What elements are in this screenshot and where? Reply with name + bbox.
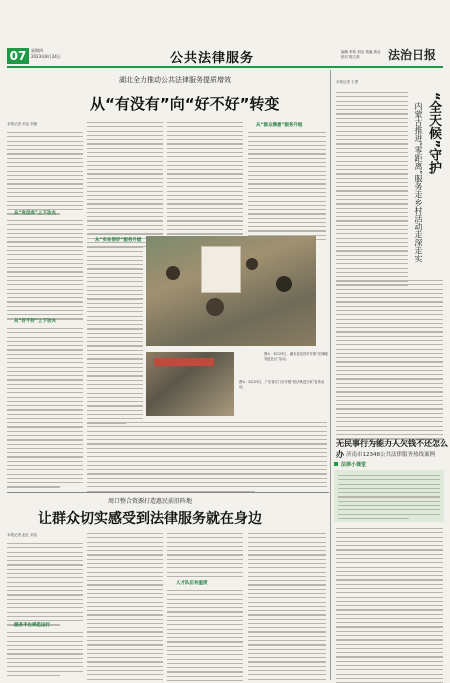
article2-col2-text xyxy=(87,533,163,683)
article2-kicker: 周口整合资源打造惠民前沿阵地 xyxy=(108,498,193,505)
right-article-byline: 本报记者 王勇 xyxy=(336,80,359,84)
article1-col4-text xyxy=(248,132,326,248)
bottom-article-rule xyxy=(7,492,329,493)
article2-title: 让群众切实感受到法律服务就在身边 xyxy=(38,511,262,527)
article2-col1-text-2 xyxy=(7,632,83,679)
law-class-column-badge: 法律小课堂 xyxy=(334,461,366,468)
article1-caption-2: 图②：8月23日，广东省江门市开展“民法典进万家”宣传活动。 xyxy=(239,380,325,389)
article2-col3-text-2 xyxy=(167,590,243,683)
article1-subhead-3: 从“实在很好”服务升级 xyxy=(95,238,142,243)
header-rule xyxy=(7,66,443,68)
right-article-title: “全天候”守护 xyxy=(426,92,441,175)
article2-col1-text xyxy=(7,543,83,629)
article2-col3-text xyxy=(167,533,243,580)
article1-subhead-1: 从“有没有”上下功夫 xyxy=(14,211,56,216)
article2-subhead-2: 人才队伍有温度 xyxy=(176,581,208,586)
column-divider-right xyxy=(330,70,331,680)
article1-col2-text-2 xyxy=(87,247,143,427)
article1-col1-text-2 xyxy=(7,220,83,323)
right-article2-text xyxy=(336,528,443,683)
article1-title: 从“有没有”向“好不好”转变 xyxy=(90,95,280,113)
right-article-text-1 xyxy=(336,92,408,298)
issue-date: 2023年8月24日 xyxy=(31,54,61,59)
right-article2-title: 无民事行为能力人欠钱不还怎么办 xyxy=(336,439,448,459)
photo-sign xyxy=(201,246,241,293)
article1-kicker: 湖北全力推动公共法律服务提质增效 xyxy=(119,76,231,84)
law-class-box xyxy=(334,470,444,522)
right-article-subtitle: 内蒙古推进“零距离”服务走乡村活动走深走实 xyxy=(414,102,423,263)
page-header xyxy=(0,0,450,66)
article1-tail-text xyxy=(87,422,327,495)
article2-subhead-1: 服务平台规范运行 xyxy=(14,623,50,628)
right-article2-subtitle: 济南市12348公共法律服务热线案例 xyxy=(346,452,435,458)
page-number: 07 xyxy=(7,48,29,64)
paper-logo: 法治日报 xyxy=(388,48,437,62)
weekday: 星期四 xyxy=(31,48,43,53)
article1-col2-text xyxy=(87,122,163,250)
article1-byline: 本报记者 刘洁 刘敏 xyxy=(7,122,38,126)
article1-photo-secondary xyxy=(146,352,234,416)
section-title: 公共法律服务 xyxy=(170,51,255,66)
article1-subhead-2: 从“好不好”上下功夫 xyxy=(14,319,56,324)
editors-credit: 编辑 李传 刘洁 美编 高洁 校对 陈文美 xyxy=(341,50,381,59)
article2-col4-text xyxy=(248,533,326,683)
right-article-text-2 xyxy=(336,280,443,447)
article1-subhead-4: 从“群众满意”服务升级 xyxy=(256,123,303,128)
article1-col3-text xyxy=(167,122,243,250)
article1-col1-text xyxy=(7,132,83,218)
article1-photo-main xyxy=(146,236,316,346)
article2-byline: 本报记者 赵红 刘洁 xyxy=(7,533,38,537)
article1-caption-1: 图①：8月23日，湖北省宜昌市开展“法律服务进社区”活动。 xyxy=(264,352,328,361)
article1-col1-text-3 xyxy=(7,328,83,491)
